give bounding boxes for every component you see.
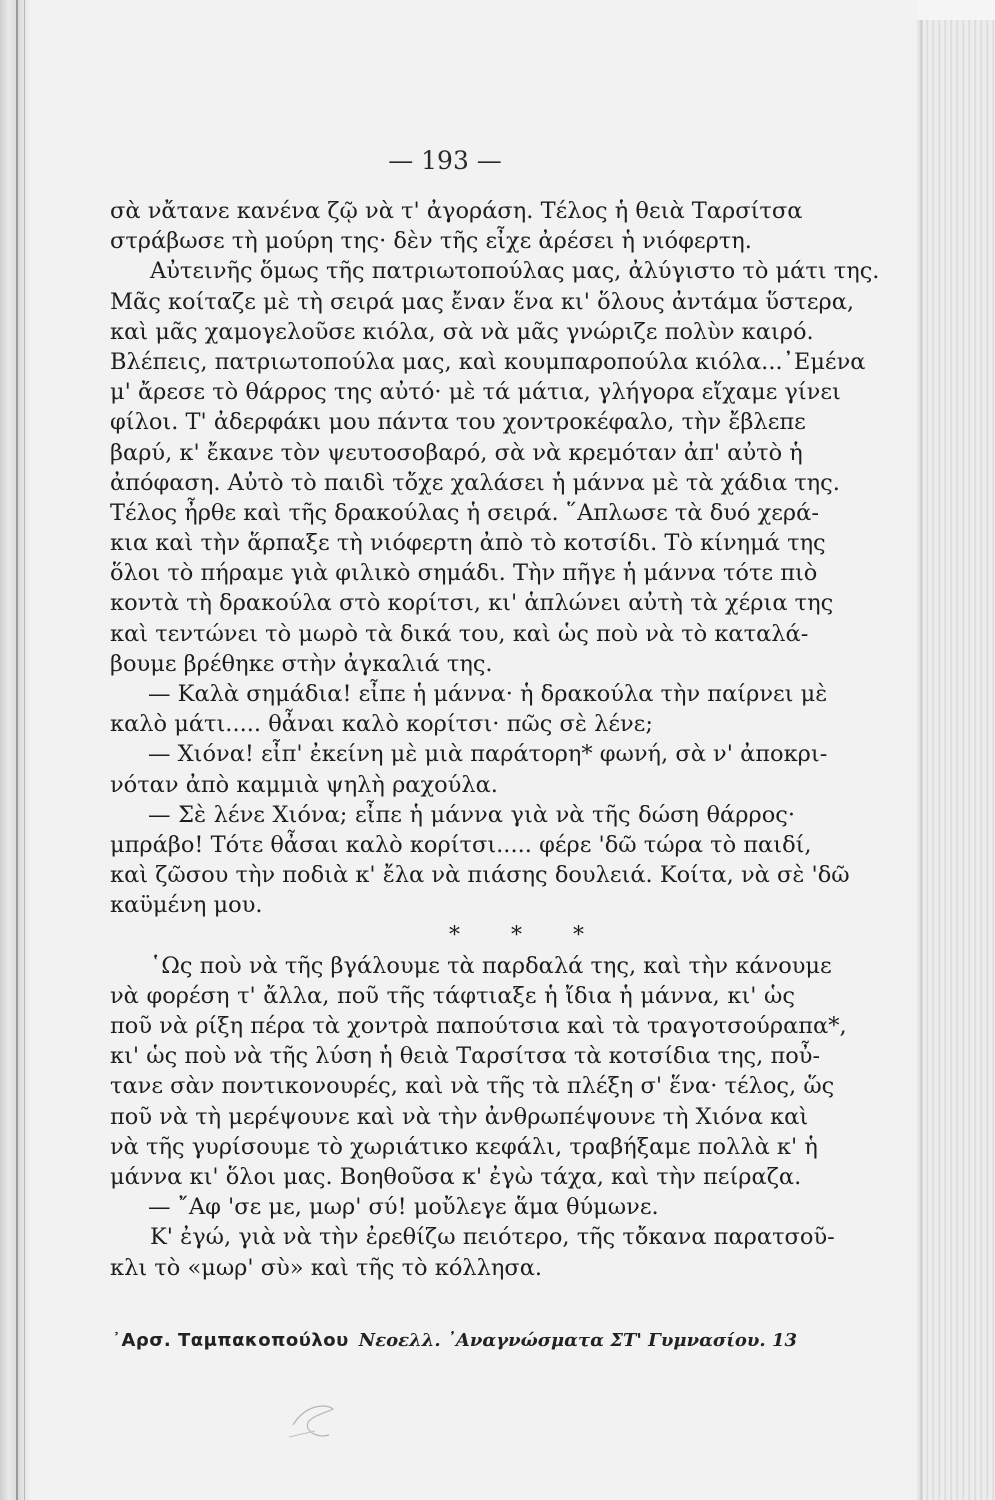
- book-binding: [0, 0, 30, 1500]
- text-line: μ' ἄρεσε τὸ θάρρος της αὐτό· μὲ τά μάτια, γλήγορα εἴχαμε γίνει: [110, 379, 841, 406]
- text-line: νὰ τῆς γυρίσουμε τὸ χωριάτικο κεφάλι, τραβήξαμε πολλὰ κ' ἡ: [110, 1133, 818, 1160]
- text-line: καϋμένη μου.: [110, 892, 263, 919]
- text-line: κλι τὸ «μωρ' σὺ» καὶ τῆς τὸ κόλλησα.: [110, 1254, 543, 1281]
- text-line: καὶ ζῶσου τὴν ποδιὰ κ' ἔλα νὰ πιάσης δουλειά. Κοίτα, νὰ σὲ 'δῶ: [110, 862, 850, 889]
- footer-book-title: Νεοελλ. ᾿Αναγνώσματα ΣΤ' Γυμνασίου. 13: [358, 1330, 797, 1351]
- text-line: στράβωσε τὴ μούρη της· δὲν τῆς εἶχε ἀρέσει ἡ νιόφερτη.: [110, 228, 752, 255]
- text-line: Μᾶς κοίταζε μὲ τὴ σειρά μας ἔναν ἕνα κι' ὅλους ἀντάμα ὕστερα,: [110, 288, 855, 315]
- pencil-mark-icon: [285, 1395, 345, 1445]
- text-line: βουμε βρέθηκε στὴν ἀγκαλιά της.: [110, 650, 493, 677]
- text-line: ποῦ νὰ ρίξη πέρα τὰ χοντρὰ παπούτσια καὶ τὰ τραγοτσούραπα*,: [110, 1013, 847, 1040]
- book-page: [30, 0, 917, 1500]
- text-line: — ῎Αφ 'σε με, μωρ' σύ! μοὔλεγε ἅμα θύμωνε.: [148, 1194, 659, 1221]
- text-line: ποῦ νὰ τὴ μερέψουνε καὶ νὰ τὴν ἀνθρωπέψουνε τὴ Χιόνα καὶ: [110, 1103, 809, 1130]
- text-line: καὶ μᾶς χαμογελοῦσε κιόλα, σὰ νὰ μᾶς γνώριζε πολὺν καιρό.: [110, 318, 814, 345]
- text-line: βαρύ, κ' ἔκανε τὸν ψευτοσοβαρό, σὰ νὰ κρεμόταν ἀπ' αὐτὸ ἡ: [110, 439, 803, 466]
- page-number: — 193 —: [388, 146, 502, 175]
- text-line: — Καλὰ σημάδια! εἶπε ἡ μάννα· ἡ δρακούλα τὴν παίρνει μὲ: [148, 681, 828, 707]
- text-line: καλὸ μάτι..... θἆναι καλὸ κορίτσι· πῶς σὲ λένε;: [110, 711, 653, 738]
- text-line: ῾Ως ποὺ νὰ τῆς βγάλουμε τὰ παρδαλά της, καὶ τὴν κάνουμε: [150, 952, 832, 979]
- text-line: κι' ὡς ποὺ νὰ τῆς λύση ἡ θειὰ Ταρσίτσα τὰ κοτσίδια της, ποὖ-: [110, 1043, 821, 1070]
- text-line: κοντὰ τὴ δρακούλα στὸ κορίτσι, κι' ἁπλώνει αὐτὴ τὰ χέρια της: [110, 590, 834, 617]
- page-footer: [112, 1330, 797, 1351]
- text-line: ὅλοι τὸ πήραμε γιὰ φιλικὸ σημάδι. Τὴν πῆγε ἡ μάννα τότε πιὸ: [110, 560, 818, 587]
- body-text: [110, 196, 880, 1283]
- text-line: μπράβο! Τότε θἆσαι καλὸ κορίτσι..... φέρε 'δῶ τώρα τὸ παιδί,: [110, 831, 812, 858]
- section-break: * * *: [449, 922, 606, 948]
- binding-edge: [16, 0, 18, 1500]
- text-line: — Σὲ λένε Χιόνα; εἶπε ἡ μάννα γιὰ νὰ τῆς δώση θάρρος·: [148, 801, 795, 828]
- text-line: σὰ νἄτανε κανένα ζῷ νὰ τ' ἀγοράση. Τέλος ἡ θειὰ Ταρσίτσα: [110, 198, 803, 224]
- text-line: κια καὶ τὴν ἅρπαξε τὴ νιόφερτη ἀπὸ τὸ κοτσίδι. Τὸ κίνημά της: [110, 530, 826, 557]
- text-line: Βλέπεις, πατριωτοπούλα μας, καὶ κουμπαροπούλα κιόλα...᾿Εμένα: [110, 348, 866, 375]
- text-line: φίλοι. Τ' ἀδερφάκι μου πάντα του χοντροκέφαλο, τὴν ἔβλεπε: [110, 409, 806, 436]
- text-line: καὶ τεντώνει τὸ μωρὸ τὰ δικά του, καὶ ὡς ποὺ νὰ τὸ καταλά-: [110, 620, 809, 647]
- text-line: νόταν ἀπὸ καμμιὰ ψηλὴ ραχούλα.: [110, 771, 498, 798]
- text-line: Κ' ἐγώ, γιὰ νὰ τὴν ἐρεθίζω πειότερο, τῆς τὄκανα παρατσοῦ-: [150, 1224, 835, 1251]
- text-line: Τέλος ἦρθε καὶ τῆς δρακούλας ἡ σειρά. ῞Απλωσε τὰ δυό χερά-: [110, 499, 819, 526]
- text-line: ἀπόφαση. Αὐτὸ τὸ παιδὶ τὄχε χαλάσει ἡ μάννα μὲ τὰ χάδια της.: [110, 469, 840, 496]
- text-line: τανε σὰν ποντικονουρές, καὶ νὰ τῆς τὰ πλέξη σ' ἕνα· τέλος, ὥς: [110, 1073, 835, 1100]
- text-line: Αὐτεινῆς ὅμως τῆς πατριωτοπούλας μας, ἀλύγιστο τὸ μάτι της.: [150, 258, 880, 285]
- footer-author: ᾿Αρσ. Ταμπακοπούλου: [112, 1330, 349, 1351]
- text-line: νὰ φορέση τ' ἄλλα, ποῦ τῆς τάφτιαξε ἡ ἴδια ἡ μάννα, κι' ὡς: [110, 982, 795, 1009]
- text-line: — Χιόνα! εἶπ' ἐκείνη μὲ μιὰ παράτορη* φωνή, σὰ ν' ἀποκρι-: [148, 741, 828, 768]
- page-edges: [917, 20, 995, 1500]
- text-line: μάννα κι' ὅλοι μας. Βοηθοῦσα κ' ἐγὼ τάχα, καὶ τὴν πείραζα.: [110, 1164, 802, 1190]
- binding-edge-inner: [24, 0, 25, 1500]
